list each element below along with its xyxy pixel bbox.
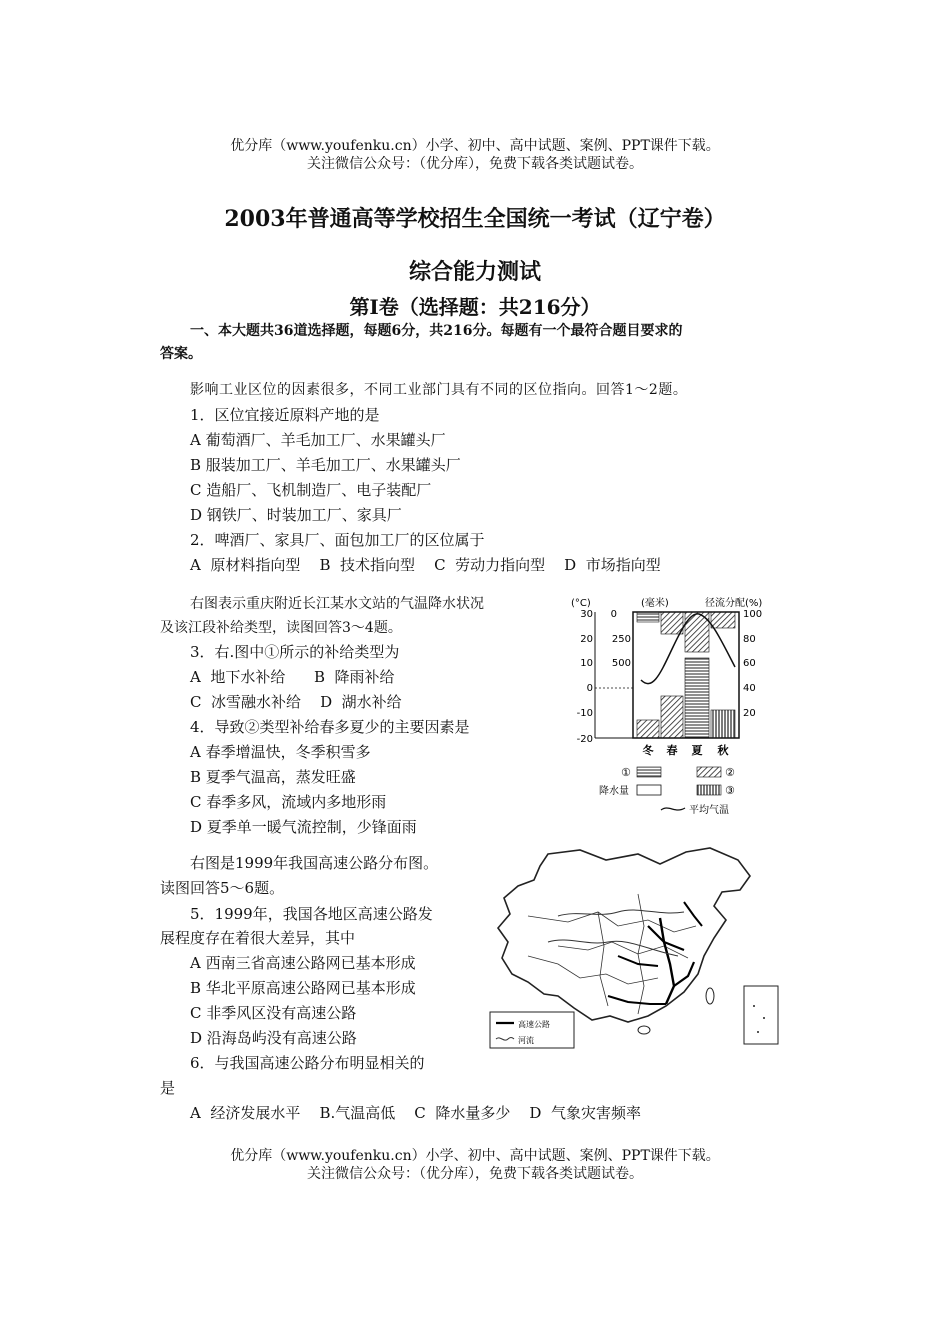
runoff-bar-winter — [637, 720, 659, 738]
q6-stem-2: 是 — [160, 1079, 176, 1097]
precip-bar-autumn — [711, 612, 735, 628]
exam-subtitle: 综合能力测试 — [408, 259, 541, 285]
highway-line — [618, 956, 658, 966]
legend-highway-label: 高速公路 — [518, 1020, 550, 1029]
group3-intro-2: 读图回答5～6题。 — [160, 879, 285, 897]
exam-title: 2003年普通高等学校招生全国统一考试（辽宁卷） — [224, 206, 726, 232]
south-sea-inset — [744, 986, 778, 1044]
island-dot — [763, 1017, 765, 1019]
footer-line-2: 关注微信公众号：（优分库），免费下载各类试题试卷。 — [307, 1166, 643, 1182]
island-dot — [757, 1031, 759, 1033]
temp-tick: 0 — [586, 683, 593, 694]
legend-temp-label: 平均气温 — [689, 805, 729, 816]
q6-stem-1: 6．与我国高速公路分布明显相关的 — [190, 1054, 425, 1072]
island-dot — [753, 1005, 755, 1007]
q5-stem-1: 5．1999年，我国各地区高速公路发 — [190, 905, 433, 923]
q6-options: A 经济发展水平 B.气温高低 C 降水量多少 D 气象灾害频率 — [190, 1104, 641, 1122]
q3-options-cd: C 冰雪融水补给 D 湖水补给 — [190, 693, 402, 711]
header-line-1: 优分库（www.youfenku.cn）小学、初中、高中试题、案例、PPT课件下载。 — [230, 138, 720, 154]
legend-precip-swatch — [637, 785, 661, 795]
highway-line — [684, 902, 702, 926]
runoff-tick: 60 — [743, 658, 756, 669]
legend-river-label: 河流 — [518, 1036, 534, 1045]
q4-option-c: C 春季多风，流域内多地形雨 — [190, 793, 387, 811]
group2-intro-1: 右图表示重庆附近长江某水文站的气温降水状况 — [190, 596, 484, 612]
precip-tick: 250 — [611, 634, 631, 645]
runoff-bar-autumn — [711, 710, 735, 738]
precip-bar-winter — [637, 612, 659, 622]
china-outline — [498, 848, 750, 1022]
q4-option-d: D 夏季单一暖气流控制，少锋面雨 — [190, 818, 417, 836]
group3-intro-1: 右图是1999年我国高速公路分布图。 — [190, 854, 439, 872]
runoff-tick: 80 — [743, 634, 756, 645]
chart-left-unit: (°C) — [571, 598, 591, 609]
legend-2-swatch — [697, 767, 721, 777]
q3-stem: 3．右.图中①所示的补给类型为 — [190, 643, 400, 661]
highway-line — [608, 996, 666, 1004]
season-label: 春 — [666, 744, 678, 757]
climate-runoff-chart — [565, 592, 790, 824]
runoff-bar-spring — [661, 696, 683, 738]
runoff-tick: 40 — [743, 683, 756, 694]
q1-option-d: D 钢铁厂、时装加工厂、家具厂 — [190, 506, 402, 524]
precip-tick: 0 — [610, 609, 617, 620]
footer-line-1: 优分库（www.youfenku.cn）小学、初中、高中试题、案例、PPT课件下载。 — [230, 1148, 720, 1164]
province-border — [598, 912, 608, 1006]
q2-options: A 原材料指向型 B 技术指向型 C 劳动力指向型 D 市场指向型 — [190, 556, 661, 574]
q5-option-c: C 非季风区没有高速公路 — [190, 1004, 357, 1022]
temp-tick: 10 — [580, 658, 593, 669]
q1-option-c: C 造船厂、飞机制造厂、电子装配厂 — [190, 481, 432, 499]
section-title: 第Ⅰ卷（选择题：共216分） — [349, 295, 601, 319]
river-line — [558, 910, 684, 916]
runoff-tick: 100 — [743, 609, 763, 620]
season-label: 冬 — [642, 744, 654, 757]
chart-mid-unit: (毫米) — [641, 598, 669, 609]
temp-tick: -10 — [576, 708, 593, 719]
precip-tick: 500 — [611, 658, 631, 669]
china-highway-map — [488, 846, 784, 1050]
q5-option-b: B 华北平原高速公路网已基本形成 — [190, 979, 416, 997]
instructions-line-1: 一、本大题共36道选择题，每题6分，共216分。每题有一个最符合题目要求的 — [190, 323, 683, 339]
temp-tick: -20 — [576, 734, 593, 745]
precip-bar-spring — [661, 612, 683, 634]
legend-precip-label: 降水量 — [599, 786, 629, 797]
q4-option-a: A 春季增温快，冬季积雪多 — [190, 743, 371, 761]
q4-stem: 4．导致②类型补给春多夏少的主要因素是 — [190, 718, 470, 736]
group2-intro-2: 及该江段补给类型，读图回答3～4题。 — [160, 620, 402, 636]
q2-stem: 2．啤酒厂、家具厂、面包加工厂的区位属于 — [190, 531, 485, 549]
q5-stem-2: 展程度存在着很大差异，其中 — [160, 929, 356, 947]
legend-3-swatch — [697, 785, 721, 795]
runoff-bar-summer — [685, 658, 709, 738]
legend-3-label: ③ — [725, 784, 735, 797]
season-label: 夏 — [691, 744, 703, 757]
legend-2-label: ② — [725, 766, 735, 779]
q5-option-d: D 沿海岛屿没有高速公路 — [190, 1029, 357, 1047]
province-border — [528, 912, 696, 932]
q3-options-ab: A 地下水补给 B 降雨补给 — [190, 668, 395, 686]
legend-1-swatch — [637, 767, 661, 777]
instructions-line-2: 答案。 — [160, 346, 202, 362]
province-border — [528, 956, 658, 984]
group1-intro: 影响工业区位的因素很多，不同工业部门具有不同的区位指向。回答1～2题。 — [190, 382, 688, 398]
chart-right-title: 径流分配(%) — [705, 598, 763, 609]
taiwan-island — [706, 988, 714, 1004]
runoff-tick: 20 — [743, 708, 756, 719]
legend-1-label: ① — [621, 766, 631, 779]
temp-tick: 20 — [580, 634, 593, 645]
temp-tick: 30 — [580, 609, 593, 620]
q4-option-b: B 夏季气温高，蒸发旺盛 — [190, 768, 356, 786]
q1-stem: 1．区位宜接近原料产地的是 — [190, 406, 380, 424]
header-line-2: 关注微信公众号：（优分库），免费下载各类试题试卷。 — [307, 156, 643, 172]
q1-option-b: B 服装加工厂、羊毛加工厂、水果罐头厂 — [190, 456, 461, 474]
q5-option-a: A 西南三省高速公路网已基本形成 — [190, 954, 416, 972]
legend-temp-line — [661, 808, 685, 810]
q1-option-a: A 葡萄酒厂、羊毛加工厂、水果罐头厂 — [190, 431, 446, 449]
hainan-island — [638, 1026, 650, 1034]
season-label: 秋 — [717, 744, 729, 757]
